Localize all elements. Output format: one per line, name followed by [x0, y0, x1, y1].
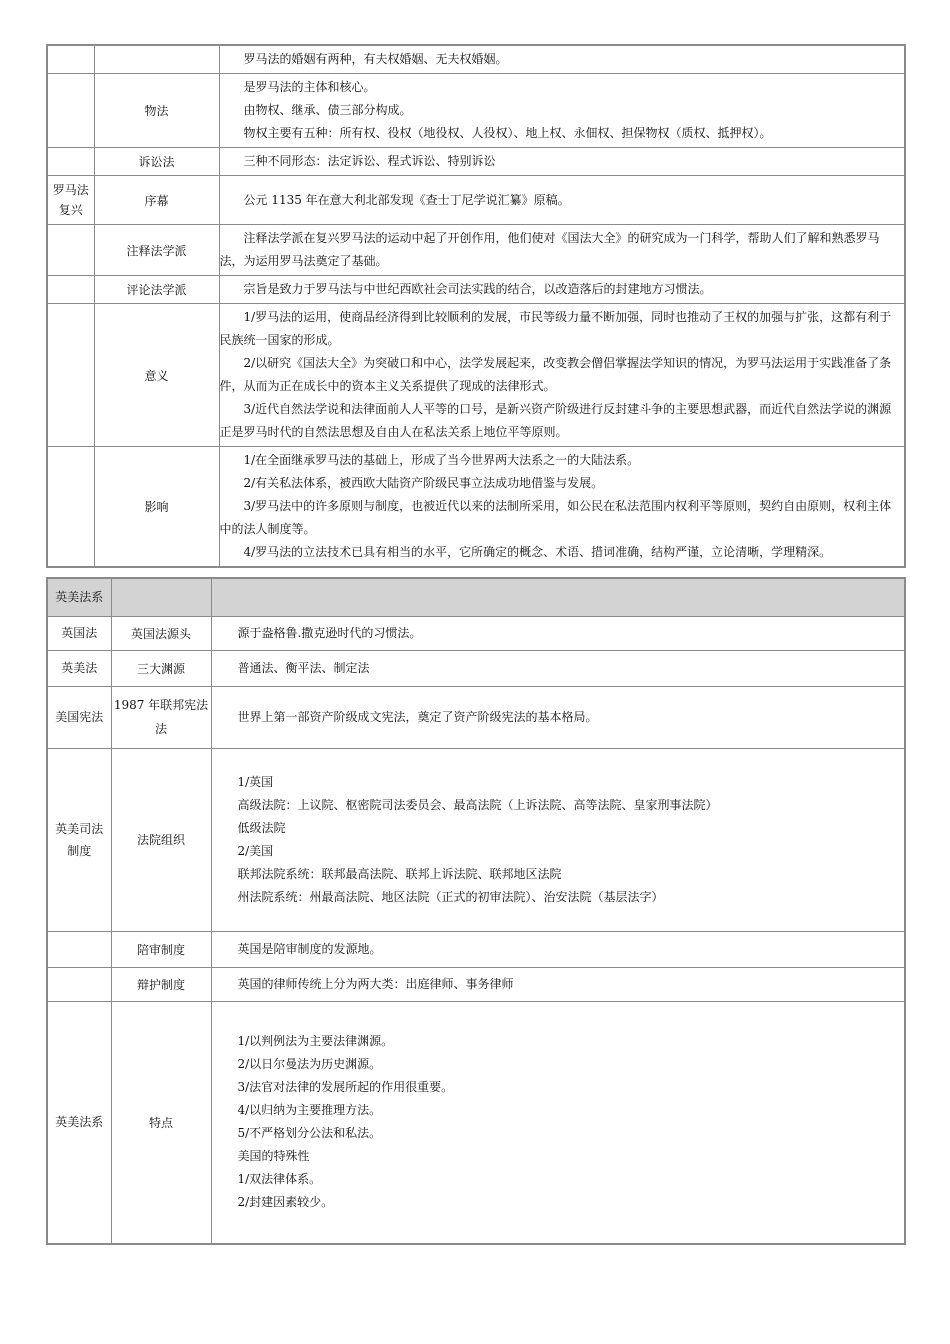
content-line: 州法院系统：州最高法院、地区法院（正式的初审法院）、治安法院（基层法字） [237, 889, 664, 904]
row-content [211, 686, 905, 748]
content-line: 英国是陪审制度的发源地。 [237, 941, 382, 956]
content-line: 宗旨是致力于罗马法与中世纪西欧社会司法实践的结合，以改造落后的封建地方习惯法。 [243, 282, 712, 296]
table-row [47, 748, 905, 931]
row-topic: 注释法学派 [94, 225, 219, 276]
content-line: 公元 1135 年在意大利北部发现《查士丁尼学说汇纂》原稿。 [243, 192, 570, 207]
row-content [211, 931, 905, 967]
content-line: 1/双法律体系。 [237, 1172, 322, 1187]
row-content [219, 304, 905, 447]
roman-law-table [46, 44, 906, 568]
row-content [211, 650, 905, 686]
content-line: 由物权、继承、债三部分构成。 [243, 103, 412, 117]
table-row [47, 686, 905, 748]
anglo-american-law-table [46, 577, 906, 1245]
row-content [219, 447, 905, 568]
content-line: 源于盎格鲁.撒克逊时代的习惯法。 [237, 625, 422, 640]
row-category [47, 304, 94, 447]
header-cell [211, 578, 905, 616]
row-category: 罗马法复兴 [47, 176, 94, 225]
table-row [47, 931, 905, 967]
row-category: 英美司法制度 [47, 748, 111, 931]
content-line: 英国的律师传统上分为两大类：出庭律师、事务律师 [237, 976, 514, 991]
row-content [211, 1001, 905, 1244]
content-line: 普通法、衡平法、制定法 [237, 660, 370, 675]
row-topic: 物法 [94, 74, 219, 148]
row-topic: 序幕 [94, 176, 219, 225]
row-content [219, 148, 905, 176]
row-content [211, 616, 905, 650]
section-header: 英美法系 [47, 578, 111, 616]
row-topic: 意义 [94, 304, 219, 447]
content-line: 1/以判例法为主要法律渊源。 [237, 1034, 394, 1049]
content-line: 2/美国 [237, 843, 274, 858]
row-category: 美国宪法 [47, 686, 111, 748]
content-line: 三种不同形态：法定诉讼、程式诉讼、特别诉讼 [243, 154, 496, 168]
row-topic: 特点 [111, 1001, 211, 1244]
row-topic: 三大渊源 [111, 650, 211, 686]
row-category [47, 45, 94, 74]
content-paragraph: 注释法学派在复兴罗马法的运动中起了开创作用，他们使对《国法大全》的研究成为一门科学，帮助人们了解和熟悉罗马法，为运用罗马法奠定了基础。 [219, 231, 880, 268]
table-row [47, 225, 905, 276]
row-content [219, 225, 905, 276]
content-line: 3/法官对法律的发展所起的作用很重要。 [237, 1080, 454, 1095]
content-line: 低级法院 [237, 820, 286, 835]
row-category [47, 967, 111, 1001]
row-category [47, 447, 94, 568]
table-row [47, 304, 905, 447]
row-topic: 法院组织 [111, 748, 211, 931]
row-category: 英美法 [47, 650, 111, 686]
row-category [47, 148, 94, 176]
content-paragraph: 1/罗马法的运用，使商品经济得到比较顺利的发展，市民等级力量不断加强，同时也推动了王权的加强与扩张，这都有利于民族统一国家的形成。 [219, 310, 892, 347]
content-paragraph: 2/以研究《国法大全》为突破口和中心，法学发展起来，改变教会僧侣掌握法学知识的情况，为罗马法运用于实践准备了条件，从而为正在成长中的资本主义关系提供了现成的法律形式。 [219, 356, 892, 393]
row-content [219, 176, 905, 225]
content-line: 1/英国 [237, 774, 274, 789]
row-content [211, 967, 905, 1001]
table-row [47, 74, 905, 148]
table-row [47, 650, 905, 686]
content-paragraph: 1/在全面继承罗马法的基础上，形成了当今世界两大法系之一的大陆法系。 [243, 453, 640, 467]
table-row [47, 447, 905, 568]
table-row [47, 276, 905, 304]
row-topic: 辩护制度 [111, 967, 211, 1001]
table-row [47, 1001, 905, 1244]
content-paragraph: 3/近代自然法学说和法律面前人人平等的口号，是新兴资产阶级进行反封建斗争的主要思想武器，而近代自然法学说的渊源正是罗马时代的自然法思想及自由人在私法关系上地位平等原则。 [219, 402, 892, 439]
row-topic [94, 45, 219, 74]
content-paragraph: 4/罗马法的立法技术已具有相当的水平，它所确定的概念、术语、措词准确，结构严谨，立论清晰，学理精深。 [243, 545, 832, 559]
content-line: 联邦法院系统：联邦最高法院、联邦上诉法院、联邦地区法院 [237, 866, 562, 881]
row-topic: 陪审制度 [111, 931, 211, 967]
row-category: 英国法 [47, 616, 111, 650]
content-line: 5/不严格划分公法和私法。 [237, 1126, 382, 1141]
row-topic: 评论法学派 [94, 276, 219, 304]
table-header-row [47, 578, 905, 616]
row-category [47, 276, 94, 304]
content-line: 物权主要有五种：所有权、役权（地役权、人役权）、地上权、永佃权、担保物权（质权、抵押权）。 [243, 126, 772, 140]
row-content [219, 74, 905, 148]
table-row [47, 148, 905, 176]
content-paragraph: 3/罗马法中的许多原则与制度，也被近代以来的法制所采用，如公民在私法范围内权利平等原则，契约自由原则，权利主体中的法人制度等。 [219, 499, 892, 536]
content-paragraph: 2/有关私法体系，被西欧大陆资产阶级民事立法成功地借鉴与发展。 [243, 476, 604, 490]
row-category [47, 225, 94, 276]
content-line: 2/封建因素较少。 [237, 1195, 334, 1210]
row-content [219, 45, 905, 74]
row-category [47, 74, 94, 148]
content-line: 2/以日尔曼法为历史渊源。 [237, 1057, 382, 1072]
table-row [47, 176, 905, 225]
content-line: 高级法院：上议院、枢密院司法委员会、最高法院（上诉法院、高等法院、皇家刑事法院） [237, 797, 718, 812]
content-line: 美国的特殊性 [237, 1149, 310, 1164]
row-topic: 诉讼法 [94, 148, 219, 176]
table-row [47, 45, 905, 74]
row-category [47, 931, 111, 967]
row-topic: 影响 [94, 447, 219, 568]
content-line: 4/以归纳为主要推理方法。 [237, 1103, 382, 1118]
row-topic: 英国法源头 [111, 616, 211, 650]
content-line: 罗马法的婚姻有两种，有夫权婚姻、无夫权婚姻。 [243, 52, 508, 66]
table-row [47, 967, 905, 1001]
content-line: 世界上第一部资产阶级成文宪法，奠定了资产阶级宪法的基本格局。 [237, 709, 598, 724]
content-line: 是罗马法的主体和核心。 [243, 80, 376, 94]
header-cell [111, 578, 211, 616]
table-row [47, 616, 905, 650]
row-category: 英美法系 [47, 1001, 111, 1244]
row-content [219, 276, 905, 304]
row-topic: 1987 年联邦宪法法 [111, 686, 211, 748]
row-content [211, 748, 905, 931]
